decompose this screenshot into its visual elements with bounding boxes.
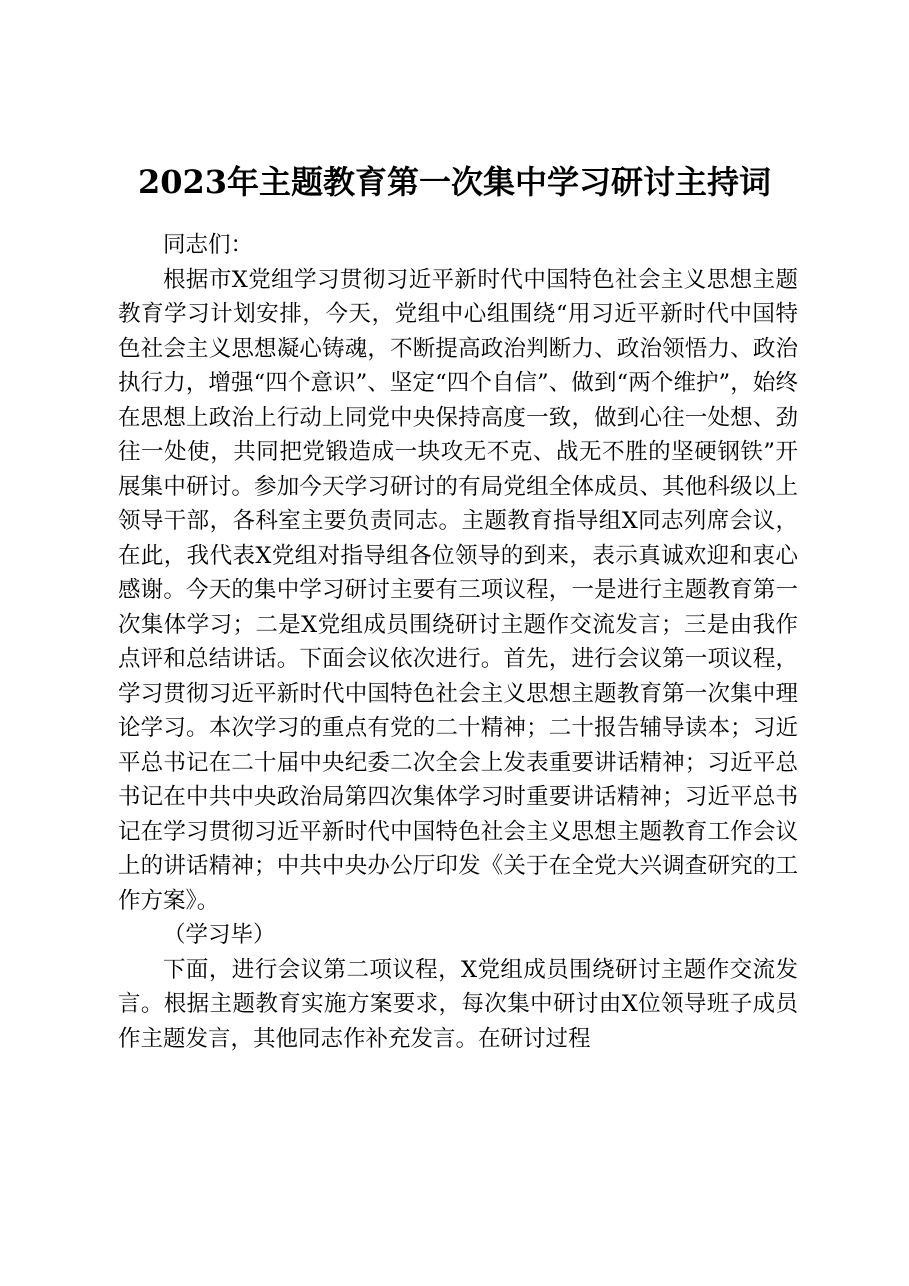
agenda-paragraph: 根据市X党组学习贯彻习近平新时代中国特色社会主义思想主题教育学习计划安排，今天，党组中心组围绕“用习近平新时代中国特色社会主义思想凝心铸魂，不断提高政治判断力、政治领悟力、政治执行力，增强“四个意识”、坚定“四个自信”、做到“两个维护”，始终在思想上政治上行动上同党中央保持高度一致，做到心往一处想、劲往一处使，共同把党锻造成一块攻无不克、战无不胜的坚硬钢铁”开展集中研讨。参加今天学习研讨的有局党组全体成员、其他科级以上领导干部，各科室主要负责同志。主题教育指导组X同志列席会议，在此，我代表X党组对指导组各位领导的到来，表示真诚欢迎和衷心感谢。今天的集中学习研讨主要有三项议程，一是进行主题教育第一次集体学习；二是X党组成员围绕研讨主题作交流发言；三是由我作点评和总结讲话。下面会议依次进行。首先，进行会议第一项议程，学习贯彻习近平新时代中国特色社会主义思想主题教育第一次集中理论学习。本次学习的重点有党的二十精神；二十报告辅导读本；习近平总书记在二十届中央纪委二次全会上发表重要讲话精神；习近平总书记在中共中央政治局第四次集体学习时重要讲话精神；习近平总书记在学习贯彻习近平新时代中国特色社会主义思想主题教育工作会议上的讲话精神；中共中央办公厅印发《关于在全党大兴调查研究的工作方案》。: [118, 266, 798, 914]
document-body: [118, 228, 798, 1056]
second-agenda-paragraph: 下面，进行会议第二项议程，X党组成员围绕研讨主题作交流发言。根据主题教育实施方案要求，每次集中研讨由X位领导班子成员作主题发言，其他同志作补充发言。在研讨过程: [118, 956, 798, 1052]
salutation-paragraph: 同志们：: [163, 232, 254, 258]
document-title: 2023年主题教育第一次集中学习研讨主持词: [137, 163, 772, 201]
study-finished-note: （学习毕）: [163, 922, 276, 948]
